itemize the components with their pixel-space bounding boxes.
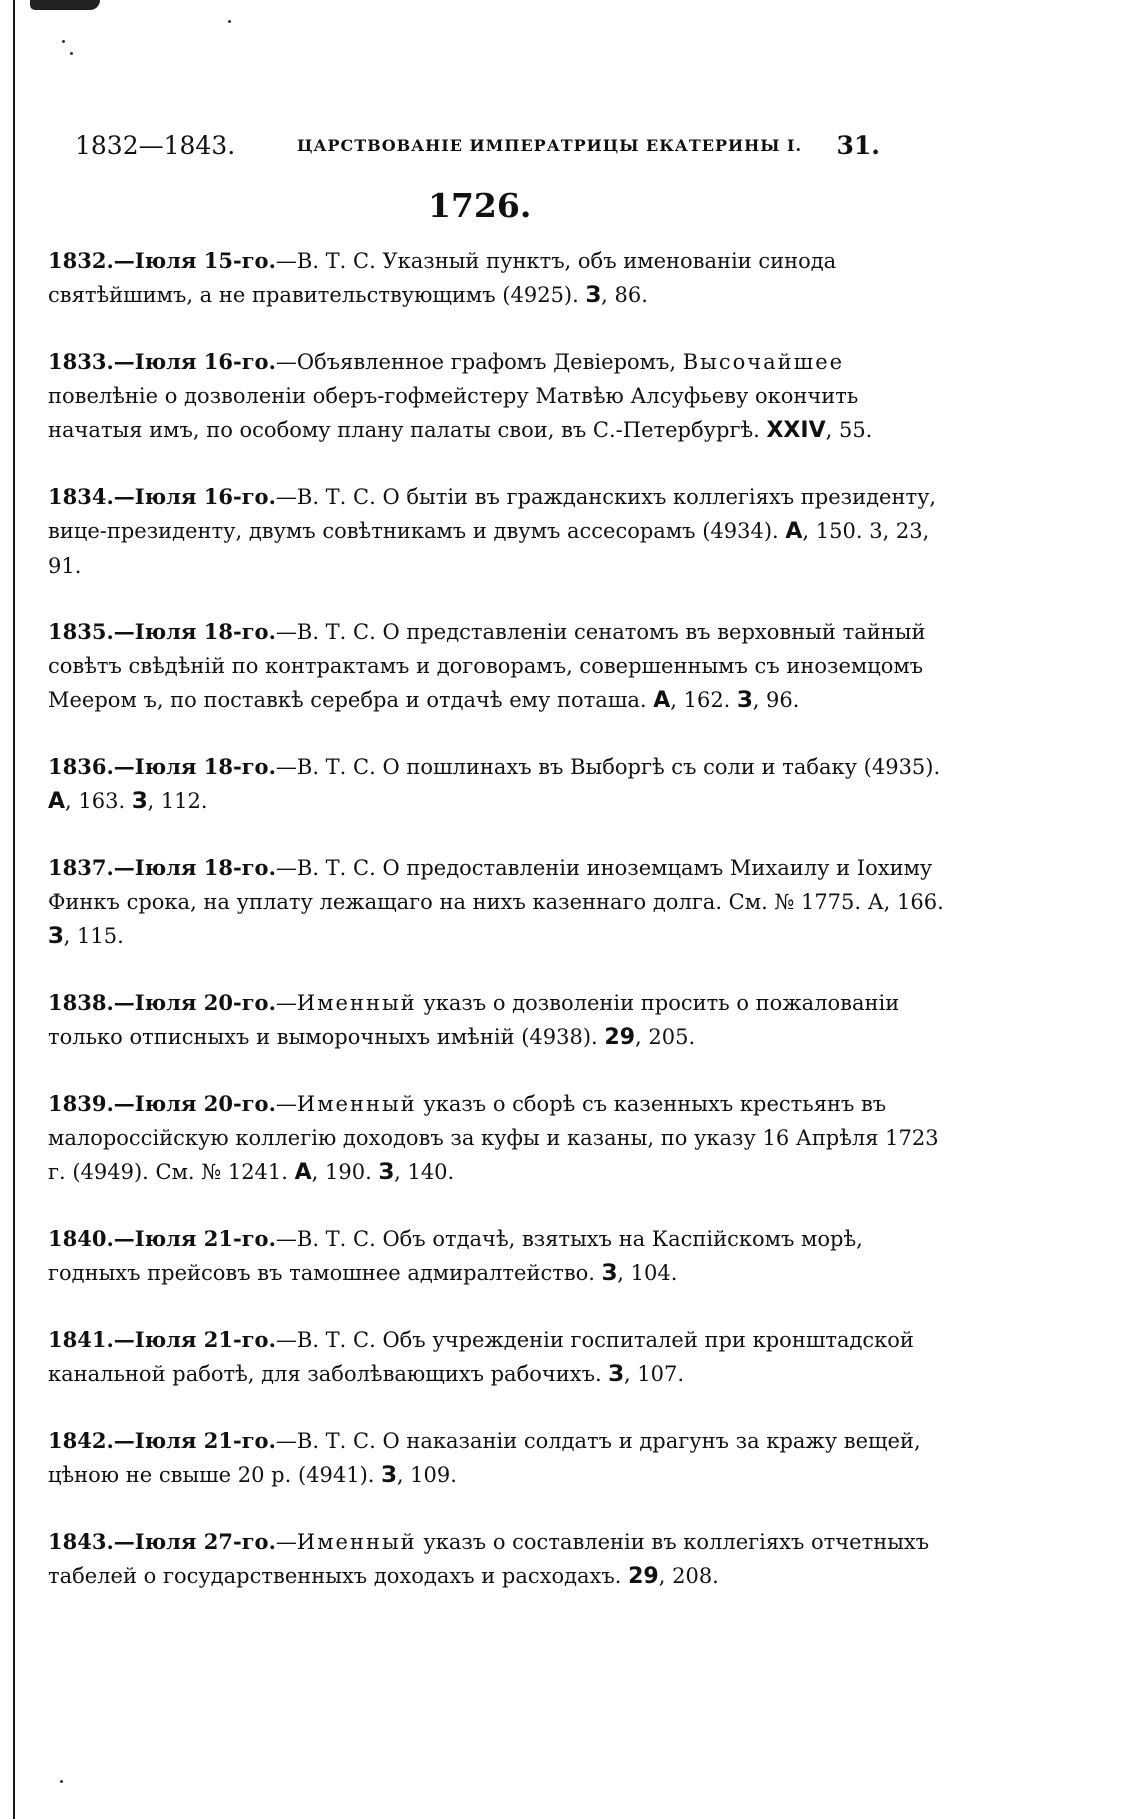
source-ref: З	[608, 1362, 624, 1387]
entry-number: 1839.	[48, 1091, 114, 1116]
entry-page-ref: , 55.	[825, 418, 873, 442]
entry-1833	[48, 345, 948, 448]
entry-text: —В. Т. С. О бытіи въ гражданскихъ коллегіяхъ президенту, вице-президенту, двумъ совѣтникамъ и двумъ ассесорамъ (4934).	[48, 485, 937, 543]
entry-number: 1837.	[48, 855, 114, 880]
entry-text: —В. Т. С. Объ учрежденіи госпиталей при кронштадской канальной работѣ, для заболѣвающихъ рабочихъ.	[48, 1328, 914, 1386]
entry-page-ref: , 112.	[147, 789, 208, 813]
entry-text: —	[275, 991, 297, 1015]
entry-1837	[48, 851, 948, 954]
entry-text: указъ о дозволеніи просить о пожалованіи только отписныхъ и выморочныхъ имѣній (4938).	[48, 991, 900, 1049]
entry-date: —Іюля 27-го.	[113, 1529, 276, 1554]
entry-date: —Іюля 21-го.	[113, 1226, 276, 1251]
entry-number: 1834.	[48, 484, 114, 509]
entry-number: 1842.	[48, 1428, 114, 1453]
entry-date: —Іюля 20-го.	[113, 990, 276, 1015]
entry-1836	[48, 750, 948, 819]
entry-text-spaced: Именный	[296, 991, 417, 1015]
entry-text: —В. Т. С. О наказаніи солдатъ и драгунъ за кражу вещей, цѣною не свыше 20 р. (4941).	[48, 1429, 921, 1487]
year-heading: 1726.	[428, 186, 532, 225]
entry-page-ref: , 140.	[394, 1160, 455, 1184]
entry-number: 1836.	[48, 754, 114, 779]
header-entry-range: 1832—1843.	[75, 131, 236, 160]
entries-list	[48, 244, 948, 1626]
entry-text-spaced: Именный	[296, 1530, 417, 1554]
entry-number: 1843.	[48, 1529, 114, 1554]
entry-date: —Іюля 18-го.	[113, 855, 276, 880]
entry-text: —В. Т. С. Указный пунктъ, объ именованіи синода святѣйшимъ, а не правительствующимъ (4925).	[48, 249, 837, 307]
entry-page-ref: , 86.	[601, 283, 648, 307]
entry-1835	[48, 615, 948, 718]
entry-page-ref: , 163.	[65, 789, 132, 813]
entry-number: 1833.	[48, 349, 114, 374]
source-ref: А	[653, 688, 671, 713]
source-ref: XXIV	[766, 418, 826, 443]
entry-page-ref: , 107.	[623, 1362, 685, 1386]
source-ref: А	[785, 519, 803, 544]
entry-date: —Іюля 15-го.	[113, 248, 276, 273]
entry-date: —Іюля 16-го.	[113, 484, 276, 509]
entry-page-ref: , 162.	[670, 688, 738, 712]
entry-date: —Іюля 21-го.	[113, 1428, 276, 1453]
entry-1842	[48, 1424, 948, 1493]
page-left-border	[13, 0, 15, 1819]
scan-speck	[70, 52, 73, 55]
entry-page-ref: , 115.	[63, 924, 124, 948]
entry-number: 1832.	[48, 248, 114, 273]
entry-text: повелѣніе о дозволеніи оберъ-гофмейстеру Матвѣю Алсуфьеву окончить начатыя имъ, по особому плану палаты свои, въ С.-Петербургѣ.	[48, 384, 859, 442]
entry-page-ref: , 104.	[617, 1261, 678, 1285]
entry-text: —В. Т. С. О представленіи сенатомъ въ верховный тайный совѣтъ свѣдѣній по контрактамъ и договорамъ, совершеннымъ съ иноземцомъ Меером ъ, по поставкѣ серебра и отдачѣ ему поташа.	[48, 620, 926, 712]
entry-page-ref: , 109.	[396, 1463, 457, 1487]
entry-date: —Іюля 20-го.	[113, 1091, 276, 1116]
entry-text: —В. Т. С. Объ отдачѣ, взятыхъ на Каспійскомъ морѣ, годныхъ прейсовъ въ тамошнее адмиралтейство.	[48, 1227, 863, 1285]
entry-date: —Іюля 18-го.	[113, 619, 276, 644]
source-ref: 29	[628, 1564, 659, 1589]
entry-1840	[48, 1222, 948, 1291]
entry-1838	[48, 986, 948, 1055]
source-ref: А	[48, 789, 66, 814]
source-ref: З	[131, 789, 148, 814]
entry-text: —	[275, 1092, 297, 1116]
entry-date: —Іюля 21-го.	[113, 1327, 276, 1352]
entry-text: указъ о составленіи въ коллегіяхъ отчетныхъ табелей о государственныхъ доходахъ и расходахъ.	[48, 1530, 930, 1588]
entry-1832	[48, 244, 948, 313]
source-ref: З	[381, 1463, 397, 1488]
entry-text: —Объявленное графомъ Девіеромъ,	[275, 350, 683, 374]
source-ref: З	[585, 283, 602, 308]
entry-text: —В. Т. С. О пошлинахъ въ Выборгѣ съ соли и табаку (4935).	[275, 755, 941, 779]
header-title: ЦАРСТВОВАНІЕ ИМПЕРАТРИЦЫ ЕКАТЕРИНЫ I.	[297, 136, 803, 155]
source-ref: З	[737, 688, 753, 713]
scan-smudge	[30, 0, 100, 10]
page-number: 31.	[836, 131, 880, 160]
entry-page-ref: , 205.	[635, 1025, 696, 1049]
entry-date: —Іюля 16-го.	[113, 349, 276, 374]
entry-date: —Іюля 18-го.	[113, 754, 276, 779]
entry-text: —В. Т. С. О предоставленіи иноземцамъ Михаилу и Іохиму Финкъ срока, на уплату лежащаго на нихъ казеннаго долга. См. № 1775. А, 166.	[48, 856, 944, 914]
entry-1843	[48, 1525, 948, 1594]
entry-page-ref: , 150. 3, 23, 91.	[48, 519, 930, 578]
entry-page-ref: , 96.	[752, 688, 800, 712]
entry-number: 1840.	[48, 1226, 114, 1251]
source-ref: 29	[604, 1025, 636, 1050]
entry-1841	[48, 1323, 948, 1392]
entry-page-ref: , 208.	[658, 1564, 719, 1588]
entry-number: 1835.	[48, 619, 114, 644]
entry-1839	[48, 1087, 948, 1190]
source-ref: З	[378, 1160, 395, 1185]
entry-text: —	[275, 1530, 297, 1554]
scan-speck	[60, 1780, 63, 1783]
entry-page-ref: , 190.	[311, 1160, 379, 1184]
entry-text: указъ о сборѣ съ казенныхъ крестьянъ въ малороссійскую коллегію доходовъ за куфы и казаны, по указу 16 Апрѣля 1723 г. (4949). См. № 1241.	[48, 1092, 939, 1184]
entry-text-spaced: Высочайшее	[682, 350, 845, 374]
scan-speck	[62, 40, 65, 43]
source-ref: З	[601, 1261, 618, 1286]
scan-speck	[228, 20, 231, 23]
source-ref: З	[48, 924, 64, 949]
entry-text-spaced: Именный	[296, 1092, 417, 1116]
entry-1834	[48, 480, 948, 583]
entry-number: 1838.	[48, 990, 114, 1015]
entry-number: 1841.	[48, 1327, 114, 1352]
source-ref: А	[294, 1160, 312, 1185]
running-header	[75, 126, 880, 166]
